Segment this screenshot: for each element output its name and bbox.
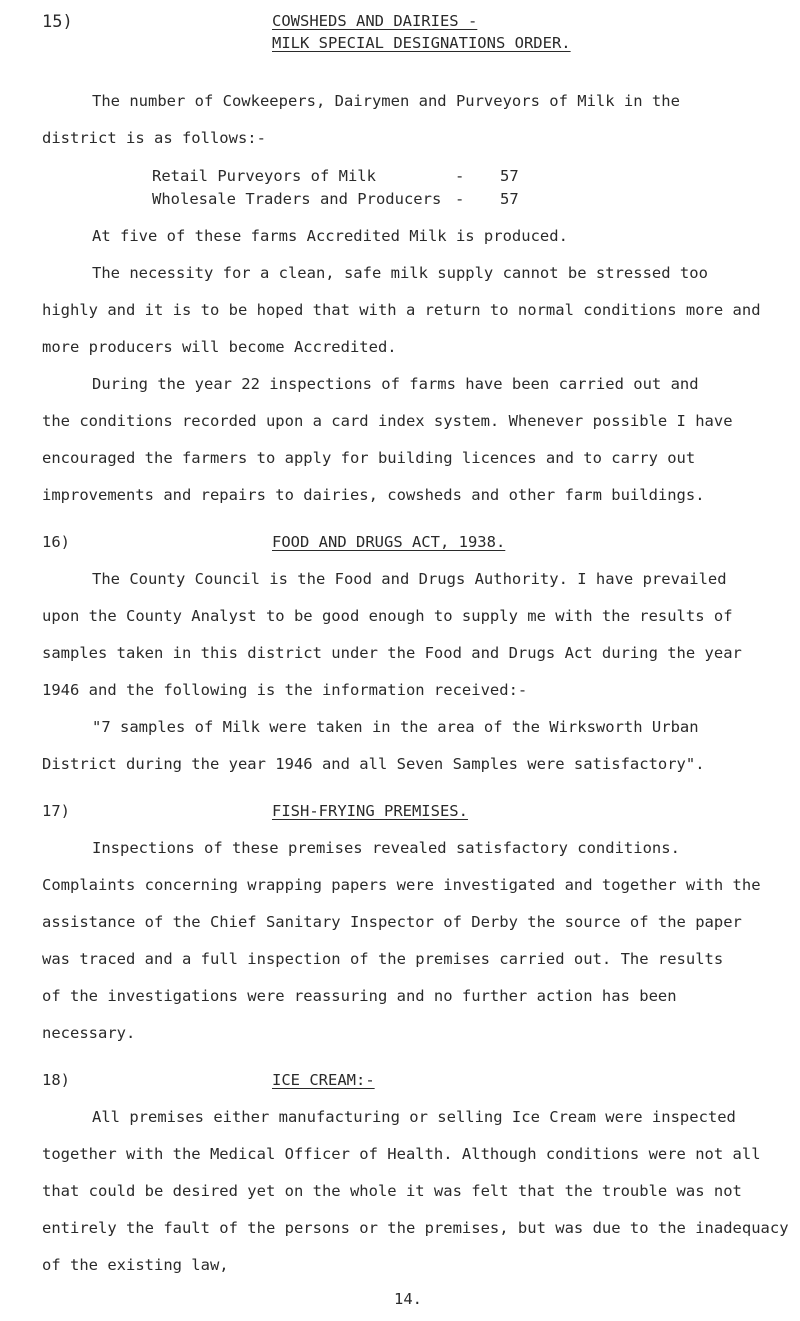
- paragraph-line: At five of these farms Accredited Milk is produced.: [92, 227, 568, 245]
- list-item-label: Wholesale Traders and Producers: [152, 190, 442, 208]
- paragraph-line: Inspections of these premises revealed satisfactory conditions.: [92, 839, 680, 857]
- paragraph-line: 1946 and the following is the information received:-: [42, 681, 528, 699]
- paragraph-line: Complaints concerning wrapping papers were investigated and together with the: [42, 876, 761, 894]
- paragraph-line: that could be desired yet on the whole it was felt that the trouble was not: [42, 1182, 742, 1200]
- paragraph-line: The number of Cowkeepers, Dairymen and Purveyors of Milk in the: [92, 92, 680, 110]
- section-17-title: FISH-FRYING PREMISES.: [272, 802, 468, 820]
- section-17-number: 17): [42, 802, 70, 820]
- paragraph-line: entirely the fault of the persons or the premises, but was due to the inadequacy: [42, 1219, 789, 1237]
- paragraph-line: highly and it is to be hoped that with a return to normal conditions more and: [42, 301, 761, 319]
- section-16-title: FOOD AND DRUGS ACT, 1938.: [272, 533, 506, 551]
- paragraph-line: samples taken in this district under the Food and Drugs Act during the year: [42, 644, 742, 662]
- list-item-label: Retail Purveyors of Milk: [152, 167, 376, 185]
- paragraph-line: During the year 22 inspections of farms have been carried out and: [92, 375, 699, 393]
- paragraph-line: of the investigations were reassuring and no further action has been: [42, 987, 677, 1005]
- paragraph-line: The County Council is the Food and Drugs Authority. I have prevailed: [92, 570, 727, 588]
- paragraph-line: district is as follows:-: [42, 129, 266, 147]
- paragraph-line: together with the Medical Officer of Health. Although conditions were not all: [42, 1145, 761, 1163]
- paragraph-line: was traced and a full inspection of the premises carried out. The results: [42, 950, 724, 968]
- list-item-value: 57: [500, 167, 519, 185]
- paragraph-line: upon the County Analyst to be good enough to supply me with the results of: [42, 607, 733, 625]
- section-18-number: 18): [42, 1071, 70, 1089]
- list-item-value: 57: [500, 190, 519, 208]
- paragraph-line: of the existing law,: [42, 1256, 229, 1274]
- paragraph-line: the conditions recorded upon a card index system. Whenever possible I have: [42, 412, 733, 430]
- section-16-number: 16): [42, 533, 70, 551]
- section-15-subtitle: MILK SPECIAL DESIGNATIONS ORDER.: [272, 34, 571, 52]
- paragraph-line: more producers will become Accredited.: [42, 338, 397, 356]
- paragraph-line: encouraged the farmers to apply for building licences and to carry out: [42, 449, 696, 467]
- section-18-title: ICE CREAM:-: [272, 1071, 375, 1089]
- section-15-number: 15): [42, 12, 73, 32]
- list-item-dash: -: [455, 190, 465, 208]
- paragraph-line: All premises either manufacturing or selling Ice Cream were inspected: [92, 1108, 736, 1126]
- quote-line: "7 samples of Milk were taken in the area of the Wirksworth Urban: [92, 718, 699, 736]
- page-number: 14.: [394, 1290, 422, 1308]
- section-15-title: COWSHEDS AND DAIRIES -: [272, 12, 478, 30]
- quote-line: District during the year 1946 and all Seven Samples were satisfactory".: [42, 755, 705, 773]
- list-item-dash: -: [455, 167, 465, 185]
- paragraph-line: necessary.: [42, 1024, 136, 1042]
- paragraph-line: assistance of the Chief Sanitary Inspector of Derby the source of the paper: [42, 913, 742, 931]
- paragraph-line: The necessity for a clean, safe milk supply cannot be stressed too: [92, 264, 708, 282]
- paragraph-line: improvements and repairs to dairies, cowsheds and other farm buildings.: [42, 486, 705, 504]
